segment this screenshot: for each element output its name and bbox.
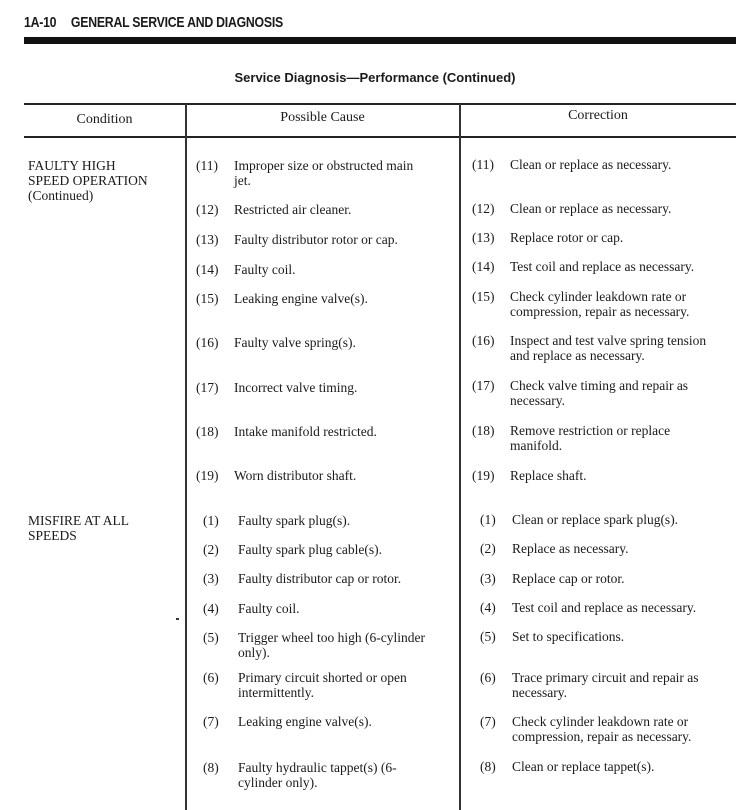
correction-item: (19) Replace shaft. bbox=[472, 468, 587, 483]
cause-item: (6) Primary circuit shorted or open intermittently. bbox=[203, 670, 407, 700]
correction-item: (7) Check cylinder leakdown rate or compression, repair as necessary. bbox=[480, 714, 692, 744]
cause-item: (13) Faulty distributor rotor or cap. bbox=[196, 232, 398, 247]
cause-item: (12) Restricted air cleaner. bbox=[196, 202, 352, 217]
page-number: 1A-10 bbox=[24, 14, 57, 31]
cause-item: (17) Incorrect valve timing. bbox=[196, 380, 358, 395]
cause-item: (14) Faulty coil. bbox=[196, 262, 296, 277]
cause-item: (5) Trigger wheel too high (6-cylinder only). bbox=[203, 630, 425, 660]
column-divider-1 bbox=[185, 104, 187, 810]
stray-mark bbox=[176, 618, 179, 620]
condition-misfire-all-speeds bbox=[28, 513, 178, 543]
cause-item: (2) Faulty spark plug cable(s). bbox=[203, 542, 382, 557]
correction-item: (13) Replace rotor or cap. bbox=[472, 230, 624, 245]
correction-item: (5) Set to specifications. bbox=[480, 629, 625, 644]
header-rule bbox=[24, 37, 736, 44]
correction-item: (4) Test coil and replace as necessary. bbox=[480, 600, 697, 615]
table-top-rule bbox=[24, 103, 736, 105]
cause-item: (11) Improper size or obstructed main jet. bbox=[196, 158, 414, 188]
table-title: Service Diagnosis—Performance (Continued) bbox=[234, 70, 516, 85]
cause-item: (19) Worn distributor shaft. bbox=[196, 468, 357, 483]
condition-faulty-high-speed bbox=[28, 158, 178, 203]
correction-item: (6) Trace primary circuit and repair as necessary. bbox=[480, 670, 699, 700]
condition-line: (Continued) bbox=[28, 188, 94, 203]
cause-item: (15) Leaking engine valve(s). bbox=[196, 291, 368, 306]
cause-item: (8) Faulty hydraulic tappet(s) (6-cylinder only). bbox=[203, 760, 397, 790]
correction-item: (15) Check cylinder leakdown rate or compression, repair as necessary. bbox=[472, 289, 690, 319]
cause-item: (16) Faulty valve spring(s). bbox=[196, 335, 356, 350]
correction-item: (3) Replace cap or rotor. bbox=[480, 571, 625, 586]
header-possible-cause: Possible Cause bbox=[280, 110, 365, 125]
correction-item: (14) Test coil and replace as necessary. bbox=[472, 259, 695, 274]
correction-item: (12) Clean or replace as necessary. bbox=[472, 201, 672, 216]
correction-item: (2) Replace as necessary. bbox=[480, 541, 629, 556]
correction-item: (11) Clean or replace as necessary. bbox=[472, 157, 672, 172]
correction-item: (8) Clean or replace tappet(s). bbox=[480, 759, 655, 774]
condition-line: FAULTY HIGH bbox=[28, 158, 116, 173]
cause-item: (1) Faulty spark plug(s). bbox=[203, 513, 351, 528]
cause-item: (18) Intake manifold restricted. bbox=[196, 424, 377, 439]
condition-line: MISFIRE AT ALL bbox=[28, 513, 130, 528]
correction-item: (16) Inspect and test valve spring tension and replace as necessary. bbox=[472, 333, 707, 363]
condition-line: SPEED OPERATION bbox=[28, 173, 148, 188]
condition-line: SPEEDS bbox=[28, 528, 77, 543]
section-title: GENERAL SERVICE AND DIAGNOSIS bbox=[70, 14, 283, 31]
header-condition: Condition bbox=[76, 112, 133, 127]
page-header bbox=[24, 14, 283, 31]
header-correction: Correction bbox=[568, 108, 628, 123]
correction-item: (18) Remove restriction or replace manifold. bbox=[472, 423, 671, 453]
header-bottom-rule bbox=[24, 136, 736, 138]
cause-item: (3) Faulty distributor cap or rotor. bbox=[203, 571, 402, 586]
cause-item: (4) Faulty coil. bbox=[203, 601, 300, 616]
column-divider-2 bbox=[459, 104, 461, 810]
cause-item: (7) Leaking engine valve(s). bbox=[203, 714, 372, 729]
correction-item: (17) Check valve timing and repair as necessary. bbox=[472, 378, 689, 408]
correction-item: (1) Clean or replace spark plug(s). bbox=[480, 512, 679, 527]
